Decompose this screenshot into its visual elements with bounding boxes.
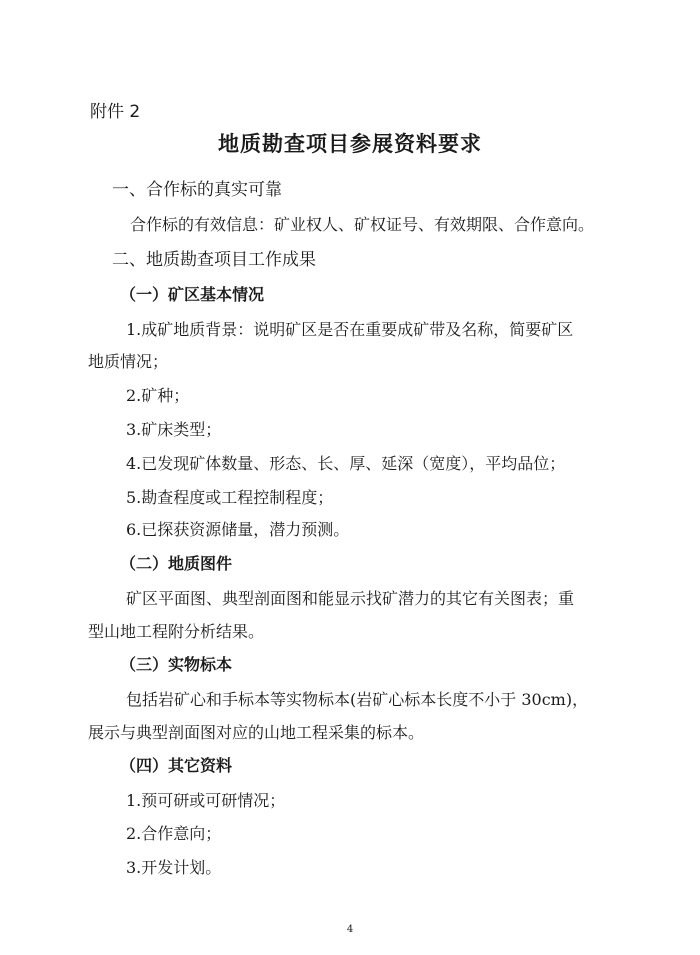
subsection-1-item: 6.已探获资源储量，潜力预测。 (126, 520, 350, 539)
section-1-text: 合作标的有效信息：矿业权人、矿权证号、有效期限、合作意向。 (130, 215, 595, 234)
section-1-heading: 一、合作标的真实可靠 (112, 180, 282, 200)
subsection-1-item: 3.矿床类型； (126, 420, 222, 439)
document-title: 地质勘查项目参展资料要求 (218, 131, 482, 156)
subsection-2-text: 矿区平面图、典型剖面图和能显示找矿潜力的其它有关图表；重 (126, 589, 575, 608)
subsection-4-item: 1.预可研或可研情况； (126, 791, 286, 810)
subsection-1-item: 地质情况； (88, 352, 169, 371)
subsection-1-item: 5.勘查程度或工程控制程度； (126, 488, 334, 507)
subsection-1-item: 4.已发现矿体数量、形态、长、厚、延深（宽度），平均品位； (126, 454, 566, 473)
page-number: 4 (346, 924, 354, 935)
subsection-4-item: 2.合作意向； (126, 824, 222, 843)
subsection-2-text: 型山地工程附分析结果。 (88, 622, 265, 641)
subsection-4-heading: （四）其它资料 (120, 756, 233, 775)
subsection-1-heading: （一）矿区基本情况 (120, 285, 265, 304)
subsection-4-item: 3.开发计划。 (126, 858, 222, 877)
subsection-2-heading: （二）地质图件 (120, 554, 233, 573)
attachment-label: 附件 2 (90, 102, 141, 122)
subsection-3-text: 展示与典型剖面图对应的山地工程采集的标本。 (88, 723, 425, 742)
subsection-3-heading: （三）实物标本 (120, 655, 233, 674)
subsection-1-item: 2.矿种； (126, 386, 190, 405)
subsection-3-text: 包括岩矿心和手标本等实物标本(岩矿心标本长度不小于 30cm)， (126, 690, 589, 709)
section-2-heading: 二、地质勘查项目工作成果 (112, 250, 316, 270)
subsection-1-item: 1.成矿地质背景：说明矿区是否在重要成矿带及名称，简要矿区 (126, 320, 574, 339)
